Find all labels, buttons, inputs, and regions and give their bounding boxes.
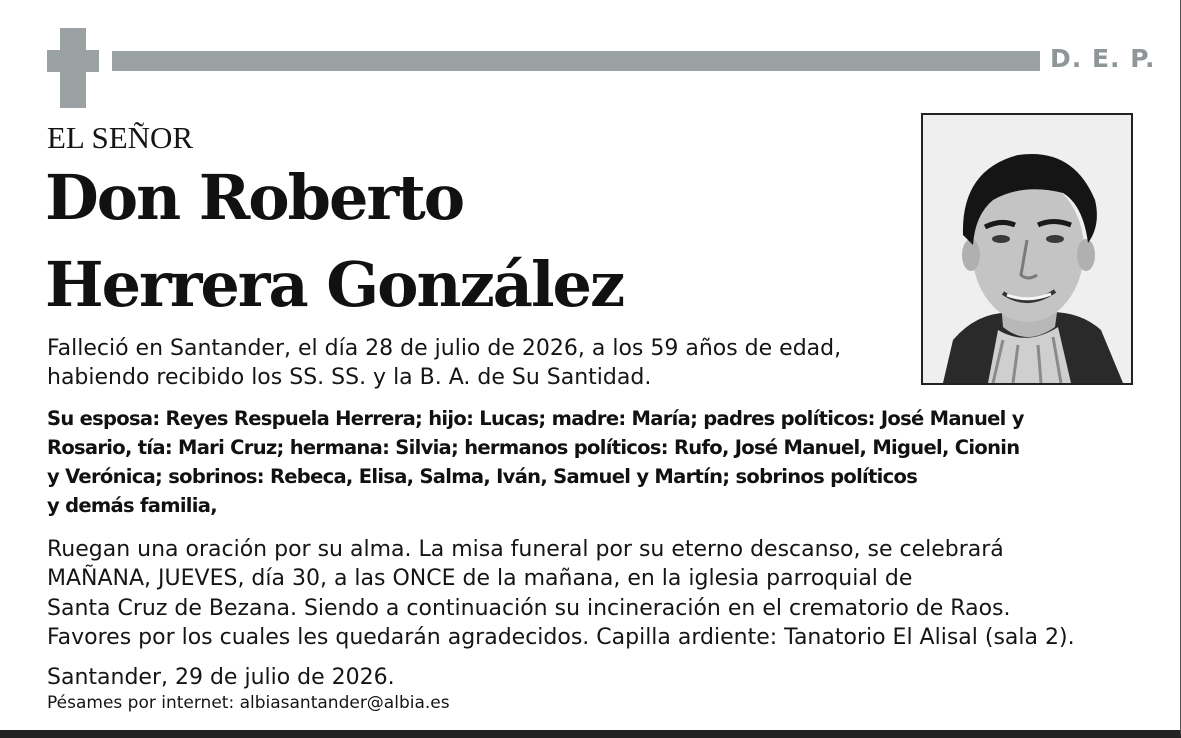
- death-notice-line: habiendo recibido los SS. SS. y la B. A. de Su Santidad.: [47, 365, 652, 390]
- deceased-name-line2: Herrera González: [45, 248, 624, 321]
- death-notice-line: Falleció en Santander, el día 28 de julio de 2026, a los 59 años de edad,: [47, 336, 842, 361]
- service-line: Ruegan una oración por su alma. La misa funeral por su eterno descanso, se celebrará: [47, 537, 1004, 562]
- header-rule: [112, 51, 1040, 71]
- title-prefix: EL SEÑOR: [47, 120, 194, 155]
- portrait-photo: [921, 113, 1133, 385]
- family-line: Su esposa: Reyes Respuela Herrera; hijo: Lucas; madre: María; padres políticos: José Manuel y: [47, 407, 1024, 430]
- deceased-name-line1: Don Roberto: [45, 161, 464, 234]
- portrait-figure: [923, 115, 1131, 383]
- service-line: Santa Cruz de Bezana. Siendo a continuación su incineración en el crematorio de Raos.: [47, 596, 1011, 621]
- service-line: MAÑANA, JUEVES, día 30, a las ONCE de la mañana, en la iglesia parroquial de: [47, 566, 913, 591]
- family-line: y demás familia,: [47, 494, 217, 517]
- family-line: y Verónica; sobrinos: Rebeca, Elisa, Salma, Iván, Samuel y Martín; sobrinos políticos: [47, 465, 918, 488]
- date-line: Santander, 29 de julio de 2026.: [47, 665, 395, 690]
- family-line: Rosario, tía: Mari Cruz; hermana: Silvia; hermanos políticos: Rufo, José Manuel, Miguel, Cionin: [47, 436, 1020, 459]
- service-line: Favores por los cuales les quedarán agradecidos. Capilla ardiente: Tanatorio El Alisal (sala 2).: [47, 625, 1075, 650]
- cross-icon-bar: [47, 50, 99, 72]
- condolences-line: Pésames por internet: albiasantander@albia.es: [47, 693, 450, 713]
- dep-label: D. E. P.: [1050, 44, 1156, 73]
